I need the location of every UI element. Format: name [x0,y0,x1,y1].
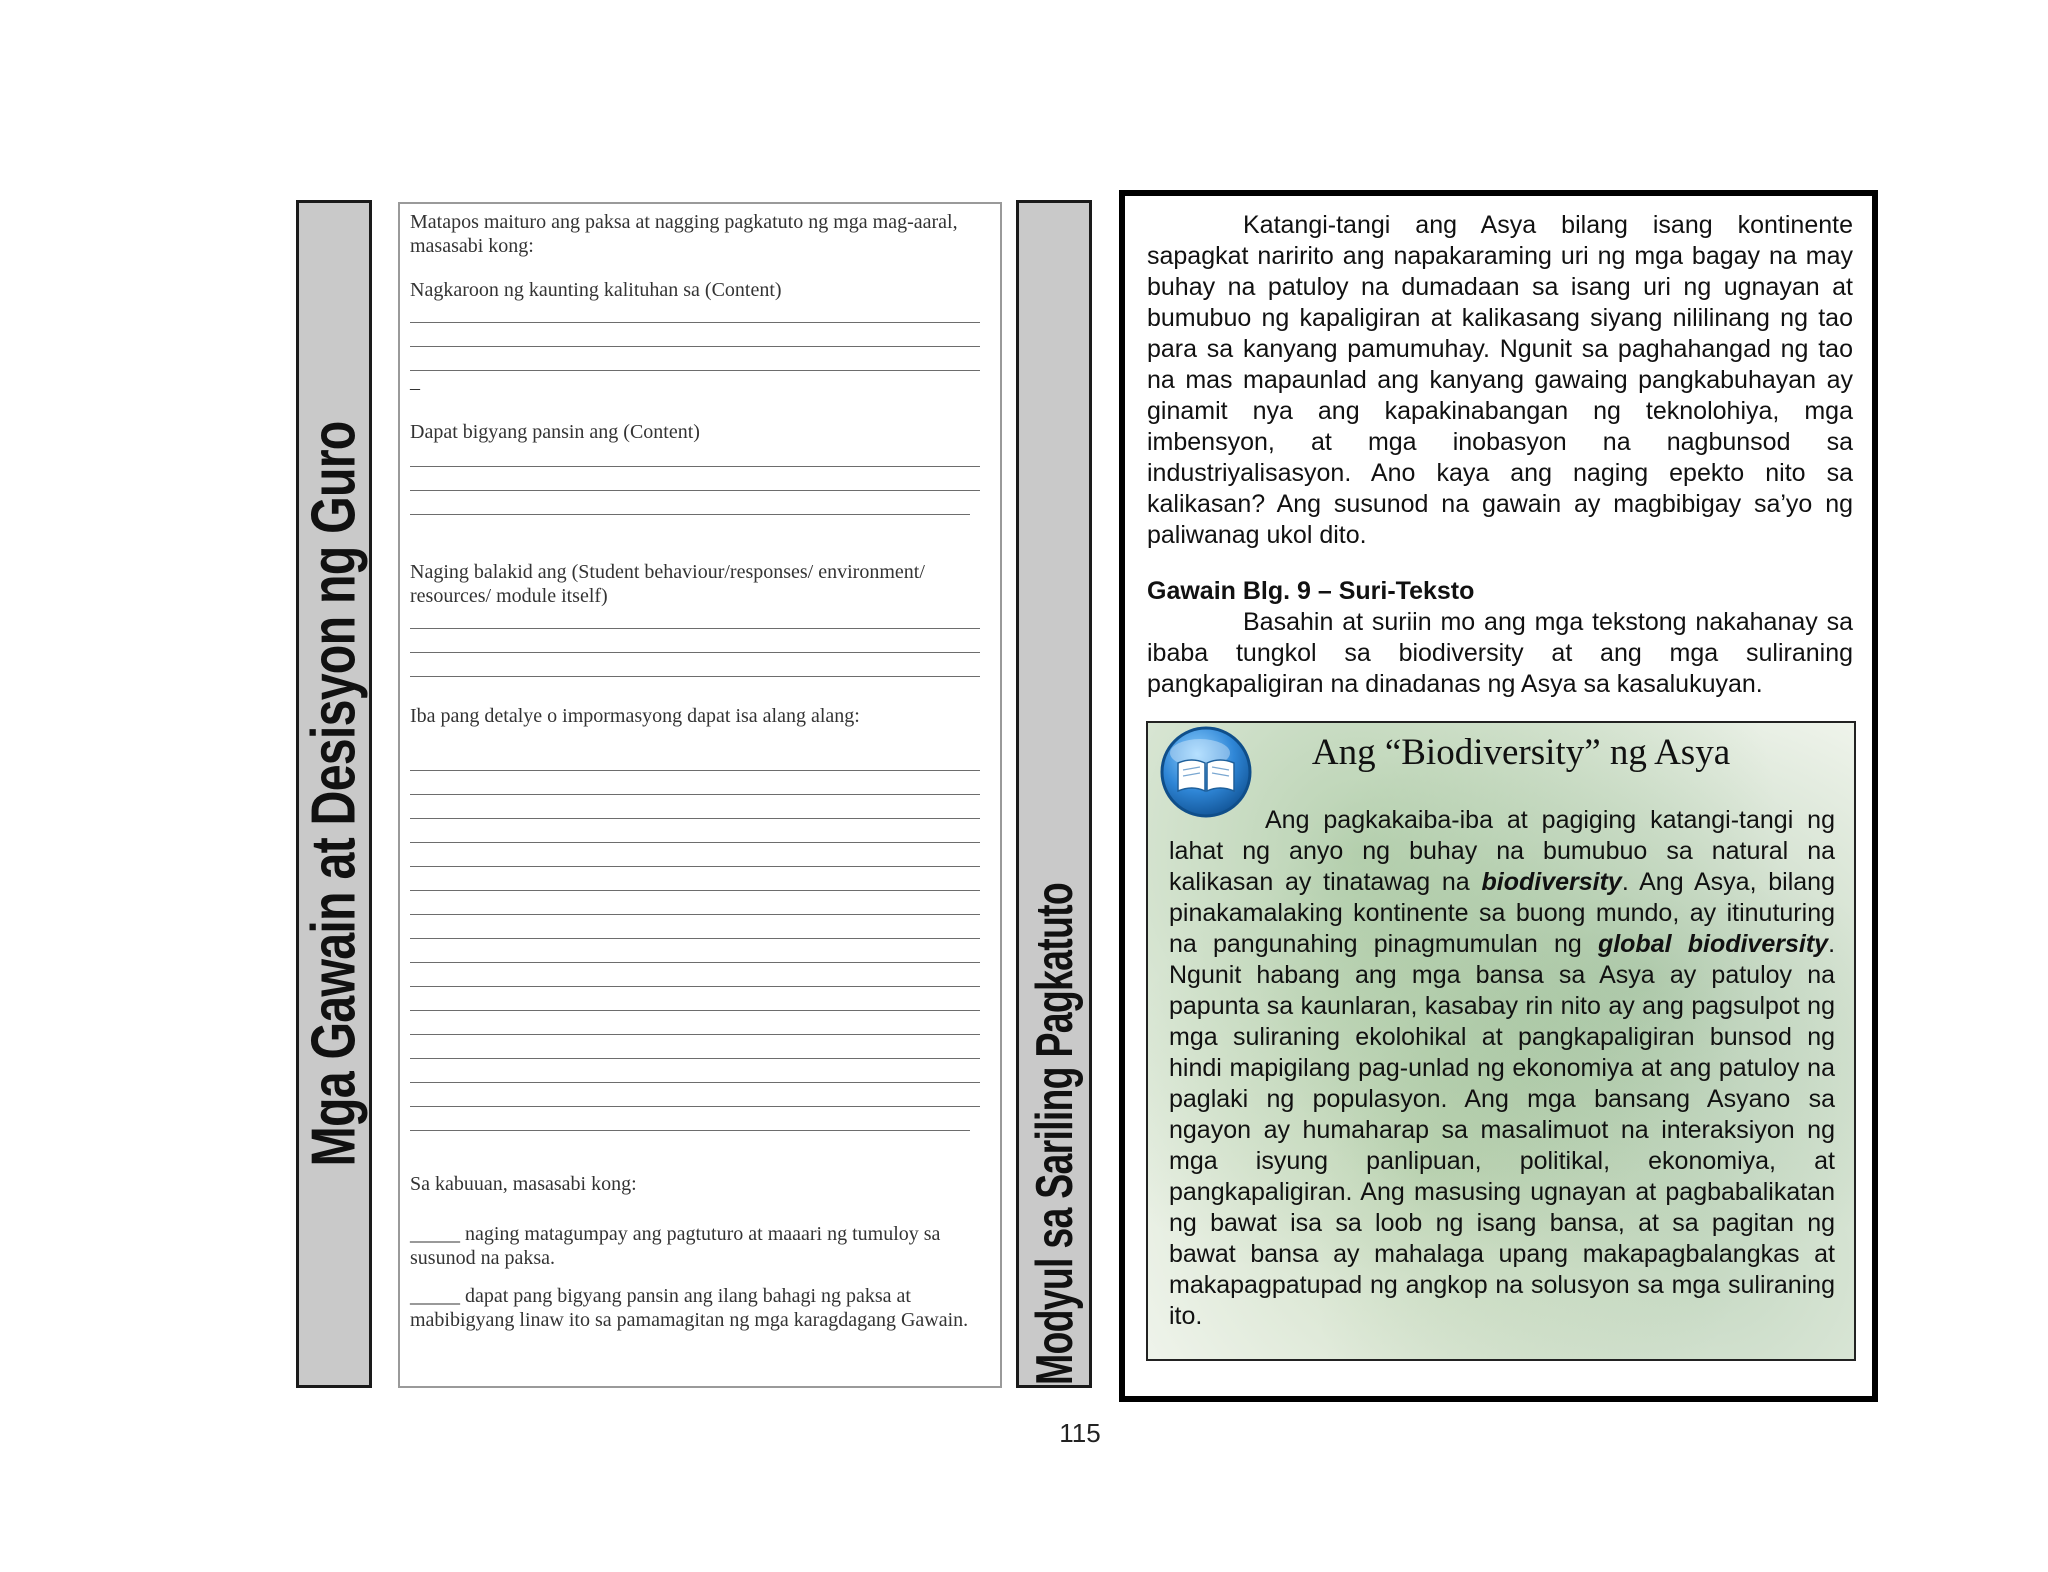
page-number: 115 [1059,1418,1101,1448]
reading-title: Ang “Biodiversity” ng Asya [1311,732,1731,773]
reading-text-part2: . Ang Asya, bilang pinakamalaking kontinente sa buong mundo, ay itinuturing na pangunahing pinagmumulan ng [1169,868,1835,958]
details-line-11[interactable] [410,1010,980,1011]
form-confusion-label: Nagkaroon ng kaunting kalituhan sa (Content) [410,279,782,301]
details-line-6[interactable] [410,890,980,891]
form-option-revisit: _____ dapat pang bigyang pansin ang ilang bahagi ng paksa at mabibigyang linaw ito sa pamamagitan ng mga karagdagang Gawain. [410,1285,969,1331]
details-line-2[interactable] [410,794,980,795]
details-line-4[interactable] [410,842,980,843]
form-option-success: _____ naging matagumpay ang pagtuturo at maaari ng tumuloy sa susunod na paksa. [410,1223,941,1269]
details-line-5[interactable] [410,866,980,867]
lesson-content-box [1119,190,1878,1402]
teacher-activities-banner [296,200,372,1388]
term-global-biodiversity: global biodiversity [1597,930,1829,958]
details-line-7[interactable] [410,914,980,915]
form-dash: – [410,377,420,399]
attention-line-3[interactable] [410,514,970,515]
details-line-16[interactable] [410,1130,970,1131]
self-learning-module-banner-text: Modyul sa Sariling Pagkatuto [1026,882,1084,1385]
details-line-15[interactable] [410,1106,980,1107]
form-obstacle-label: Naging balakid ang (Student behaviour/responses/ environment/ resources/ module itself) [410,561,925,607]
form-attention-label: Dapat bigyang pansin ang (Content) [410,421,700,443]
teacher-reflection-form [398,202,1002,1388]
teacher-activities-banner-text: Mga Gawain at Desisyon ng Guro [299,421,369,1167]
details-line-3[interactable] [410,818,980,819]
confusion-line-1[interactable] [410,322,980,323]
form-summary-label: Sa kabuuan, masasabi kong: [410,1173,637,1195]
details-line-12[interactable] [410,1034,980,1035]
form-other-details-label: Iba pang detalye o impormasyong dapat isa alang alang: [410,705,860,727]
term-biodiversity: biodiversity [1481,868,1622,896]
reading-paragraph [1169,805,1835,1332]
confusion-line-3[interactable] [410,370,980,371]
reading-text-part1: Ang pagkakaiba-iba at pagiging katangi-tangi ng lahat ng anyo ng buhay na bumubuo sa natural na kalikasan ay tinatawag na [1169,806,1835,896]
activity-instructions-text: Basahin at suriin mo ang mga tekstong nakahanay sa ibaba tungkol sa biodiversity at ang mga suliraning pangkapaligiran na dinadanas ng Asya sa kasalukuyan. [1147,608,1853,698]
reading-text-part3: . Ngunit habang ang mga bansa sa Asya ay patuloy na papunta sa kaunlaran, kasabay rin nito ay ang pagsulpot ng mga suliraning ekolohikal at pangkapaligiran bunsod ng hindi mapigilang pag-unlad ng ekonomiya at ang patuloy na paglaki ng populasyon. Ang mga bansang Asyano sa ngayon ay humaharap sa masalimuot na interaksiyon ng mga isyung panlipuan, politikal, ekonomiya, at pangkapaligiran. Ang masusing ugnayan at pagbabalikatan ng bawat isa sa loob ng isang bansa, at sa pagitan ng bawat bansa ay mahalaga upang makapagbalangkas at makapagpatupad ng angkop na solusyon sa mga suliraning ito. [1169,930,1836,1330]
intro-paragraph [1147,210,1853,551]
obstacle-line-2[interactable] [410,652,980,653]
intro-paragraph-text: Katangi-tangi ang Asya bilang isang kontinente sapagkat naririto ang napakaraming uri ng mga bagay na may buhay na patuloy na dumadaan sa isang uri ng ugnayan at bumubuo ng kapaligiran at kalikasang siyang nililinang ng tao para sa kanyang pamumuhay. Ngunit sa paghahangad ng tao na mas mapaunlad ang kanyang gawaing pangkabuhayan ay ginamit nya ang kapakinabangan ng teknolohiya, mga imbensyon, at mga inobasyon na nagbunsod sa industriyalisasyon. Ano kaya ang naging epekto nito sa kalikasan? Ang susunod na gawain ay magbibigay sa’yo ng paliwanag ukol dito. [1147,211,1853,549]
activity-title: Gawain Blg. 9 – Suri-Teksto [1147,577,1475,605]
attention-line-2[interactable] [410,490,980,491]
details-line-14[interactable] [410,1082,980,1083]
details-line-8[interactable] [410,938,980,939]
details-line-13[interactable] [410,1058,980,1059]
form-intro: Matapos maituro ang paksa at nagging pagkatuto ng mga mag-aaral, masasabi kong: [410,211,958,257]
self-learning-module-banner [1016,200,1092,1388]
activity-instructions [1147,607,1853,700]
confusion-line-2[interactable] [410,346,980,347]
details-line-1[interactable] [410,770,980,771]
details-line-9[interactable] [410,962,980,963]
attention-line-1[interactable] [410,466,980,467]
obstacle-line-1[interactable] [410,628,980,629]
obstacle-line-3[interactable] [410,676,980,677]
details-line-10[interactable] [410,986,980,987]
reading-text-box [1146,721,1856,1361]
